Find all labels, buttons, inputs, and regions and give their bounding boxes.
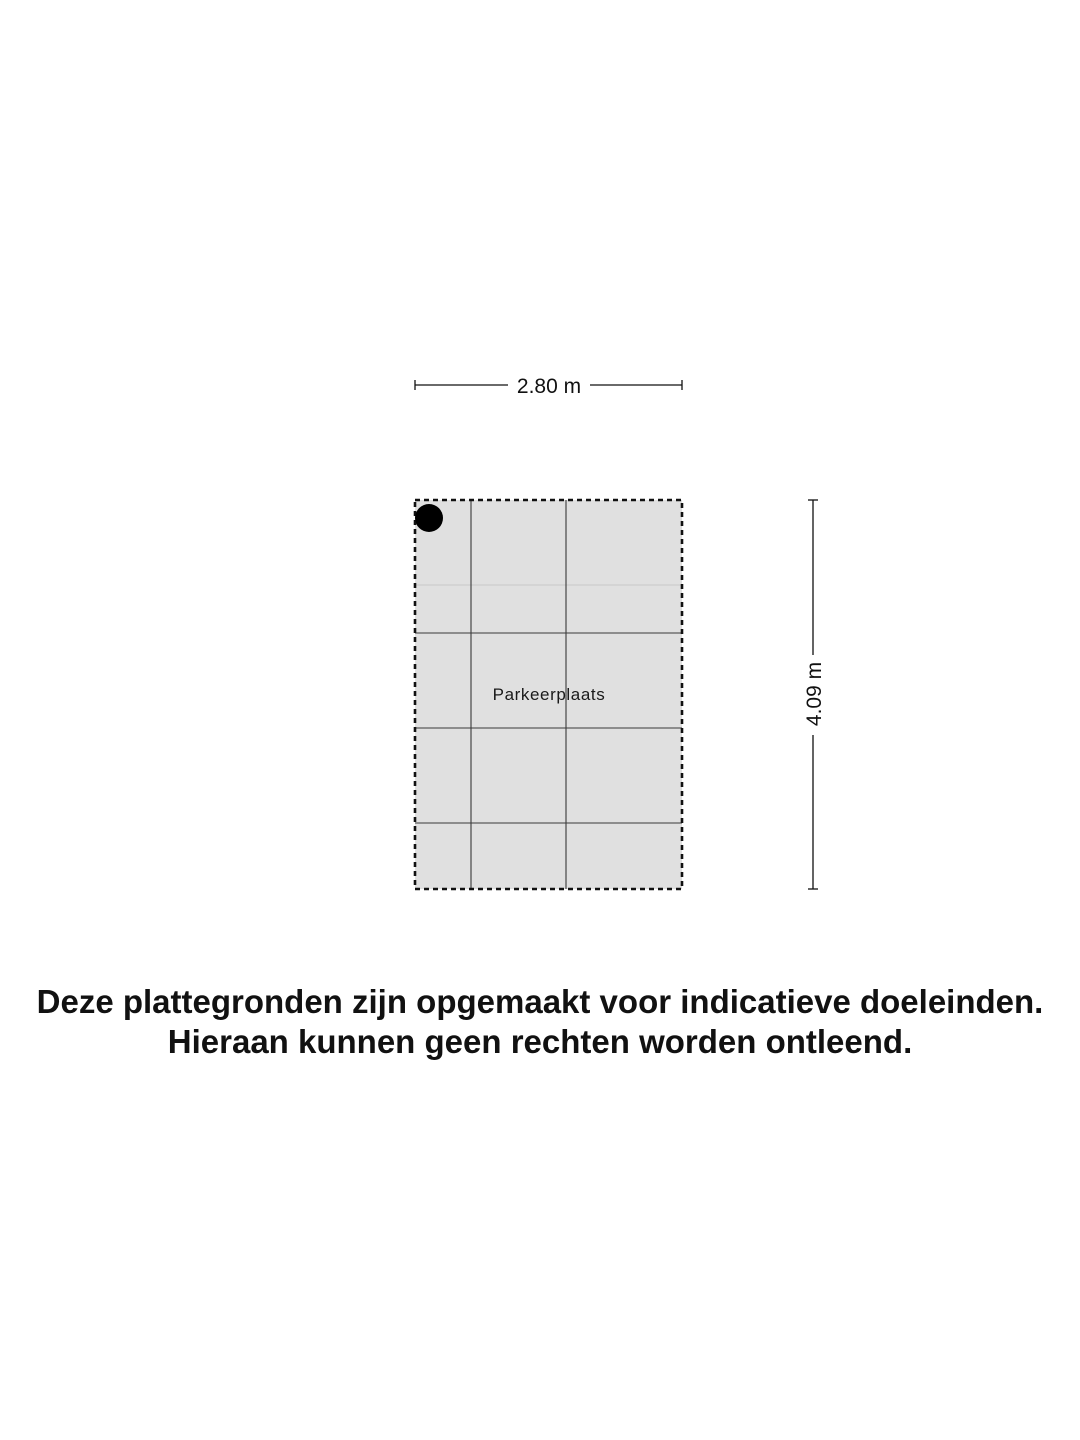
- parking-space-room: [415, 500, 682, 889]
- disclaimer: [0, 982, 1080, 1062]
- height-dimension-label: 4.09 m: [803, 661, 826, 727]
- disclaimer-line-1: Deze plattegronden zijn opgemaakt voor indicatieve doeleinden.: [36, 983, 1044, 1020]
- height-dimension: [803, 500, 826, 889]
- disclaimer-line-2: Hieraan kunnen geen rechten worden ontleend.: [167, 1023, 913, 1060]
- marker-dot-icon: [415, 504, 443, 532]
- width-dimension-label: 2.80 m: [516, 375, 582, 398]
- room-label: Parkeerplaats: [492, 685, 606, 704]
- width-dimension: [415, 375, 682, 398]
